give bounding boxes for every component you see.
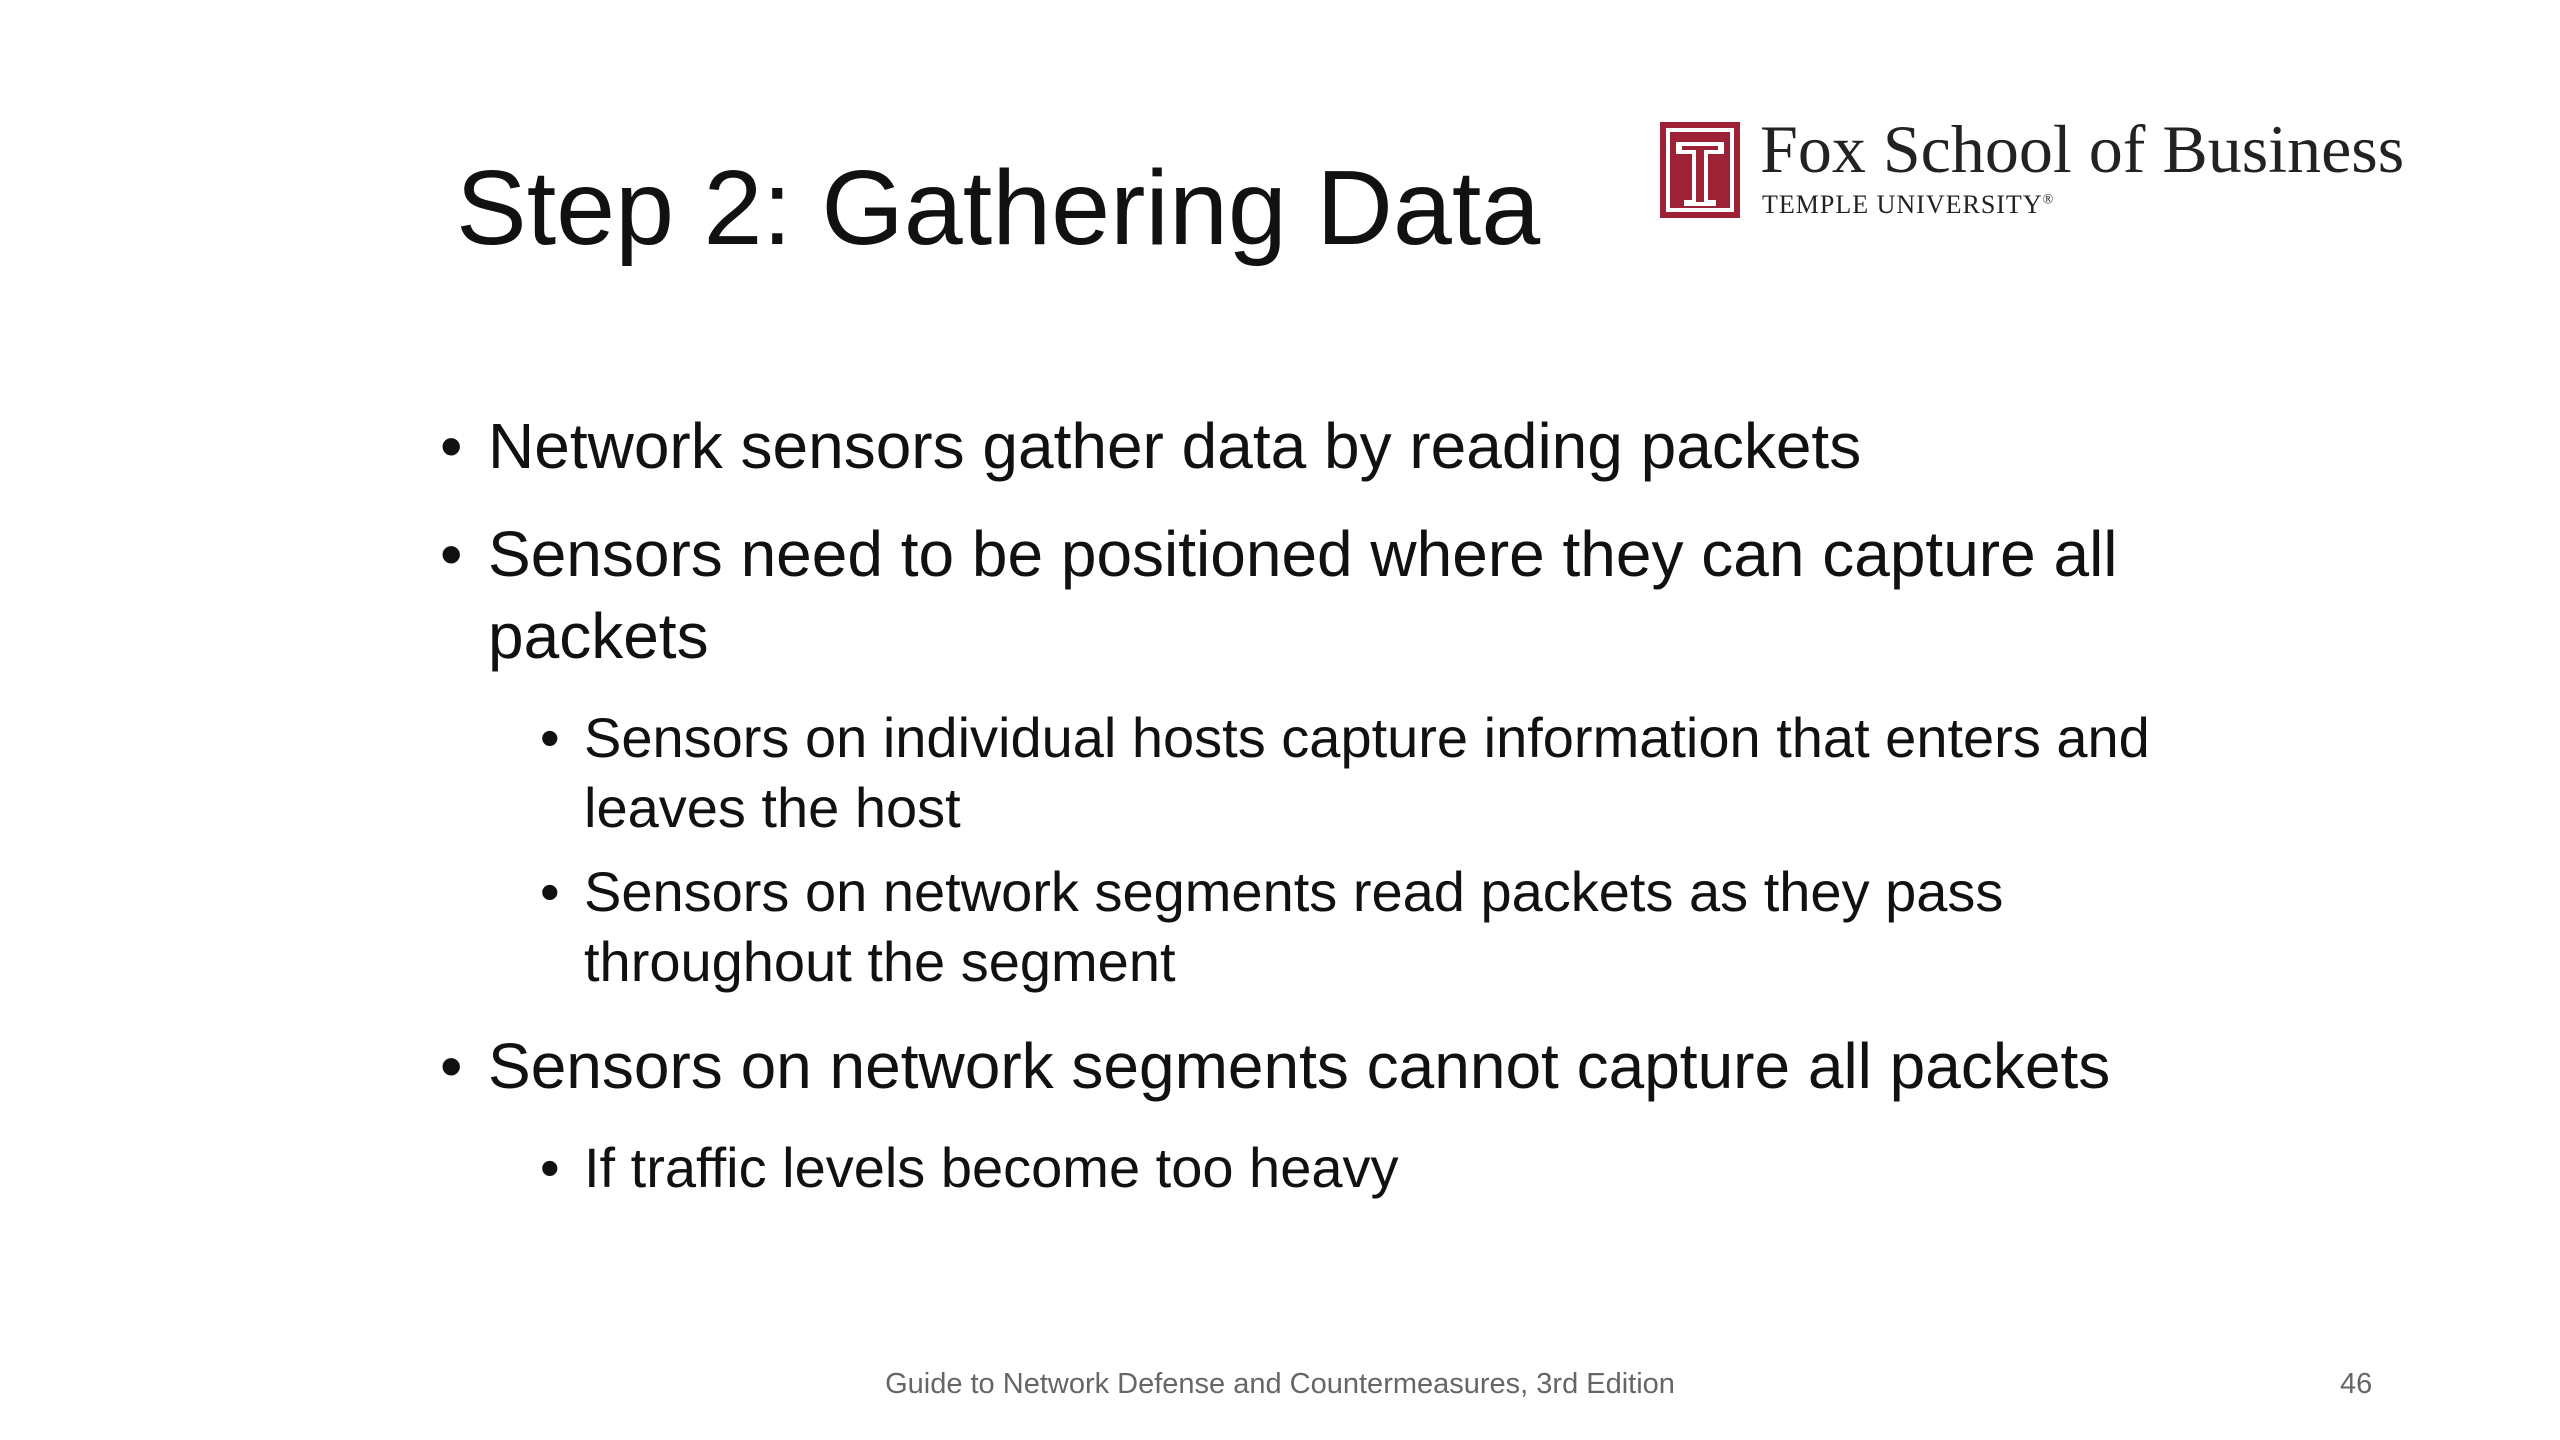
fox-school-logo bbox=[1660, 111, 2405, 230]
bullet-glyph: • bbox=[540, 860, 560, 923]
bullet-glyph: • bbox=[440, 1030, 463, 1102]
bullet-glyph: • bbox=[440, 410, 463, 482]
slide-number: 46 bbox=[2340, 1368, 2373, 1400]
logo-subtitle-text: TEMPLE UNIVERSITY bbox=[1762, 190, 2043, 219]
bullet-item bbox=[430, 1025, 2210, 1107]
bullet-text: Network sensors gather data by reading packets bbox=[488, 410, 1862, 482]
registered-mark: ® bbox=[2042, 192, 2055, 208]
logo-subtitle bbox=[1762, 190, 2054, 220]
bullet-list bbox=[430, 405, 2210, 1217]
bullet-item bbox=[430, 513, 2210, 677]
temple-t-logo-icon bbox=[1660, 122, 1740, 218]
sub-bullet-item bbox=[430, 857, 2210, 997]
slide-title: Step 2: Gathering Data bbox=[456, 149, 1541, 267]
bullet-text: Sensors on individual hosts capture information that enters and leaves the host bbox=[584, 706, 2150, 839]
bullet-glyph: • bbox=[540, 706, 560, 769]
bullet-item bbox=[430, 405, 2210, 487]
logo-name: Fox School of Business bbox=[1760, 111, 2405, 187]
slide-footer: Guide to Network Defense and Countermeasures, 3rd Edition bbox=[885, 1368, 1675, 1400]
bullet-text: Sensors on network segments cannot capture all packets bbox=[488, 1030, 2111, 1102]
sub-bullet-item bbox=[430, 703, 2210, 843]
bullet-text: Sensors need to be positioned where they can capture all packets bbox=[488, 518, 2118, 672]
bullet-text: Sensors on network segments read packets as they pass throughout the segment bbox=[584, 860, 2004, 993]
bullet-text: If traffic levels become too heavy bbox=[584, 1136, 1399, 1199]
sub-bullet-item bbox=[430, 1133, 2210, 1203]
bullet-glyph: • bbox=[540, 1136, 560, 1199]
bullet-glyph: • bbox=[440, 518, 463, 590]
